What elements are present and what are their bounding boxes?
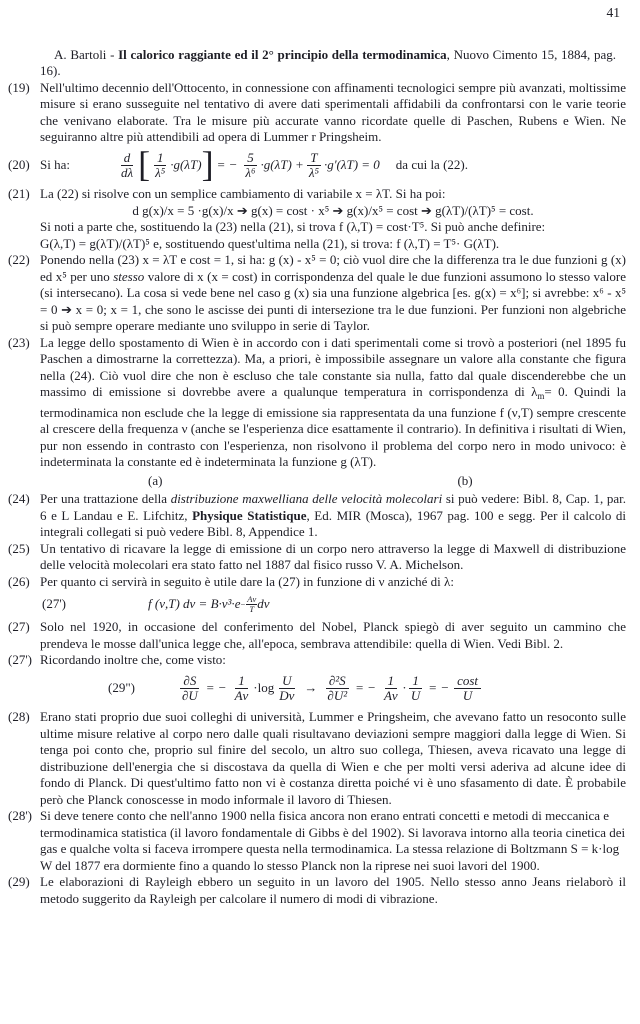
note-21-line-3: Si noti a parte che, sostituendo la (23) nella (21), si trova f (λ,T) = cost·T⁵. Si può anche definire: xyxy=(40,219,546,235)
note-22-text-1: Ponendo nella (23) x = λT e cost = 1, si ha: g (x) - x⁵ = 0; ciò vuol dire che la differenza tra le due funzioni g (x) ed x⁵ per uno xyxy=(40,252,626,284)
frac-den: dλ xyxy=(120,164,134,180)
note-23-text-2: = 0. Quindi la termodinamica non esclude che la legge di emissione sia rappresentata da una funzione f (ν,T) sempre crescente al crescere della frequenza ν (anche se l'esperienza dice esattamente il contrario). In definitiva i risultati di Wien, pur non essendo in contrasto con l'esperienza, non risolvono il problema del corpo nero in modo univoco: è indeterminata la constante ed è indeterminata la funzione g (λT). xyxy=(40,384,626,470)
note-29 xyxy=(8,874,626,907)
eq20-tail: da cui la (22). xyxy=(395,157,468,173)
frac-num: 1 xyxy=(154,151,167,166)
note-27prime-text: Ricordando inoltre che, come visto: xyxy=(40,652,226,668)
frac-den: λ⁵ xyxy=(308,164,319,180)
eq20-frac-1-lambda5 xyxy=(152,151,168,181)
eq27-exp-frac xyxy=(246,595,257,613)
eq29-frac-U-Dnu xyxy=(276,674,297,704)
frac-den: λ⁵ xyxy=(155,164,166,180)
note-28-number: (28) xyxy=(8,709,30,725)
eq29-frac-1-Anu-2 xyxy=(381,674,401,704)
note-28 xyxy=(8,709,626,808)
note-23 xyxy=(8,335,626,471)
note-27-number: (27) xyxy=(8,619,30,635)
bibliography-paragraph xyxy=(40,47,616,80)
eq27-lhs: f (ν,T) dν = B·ν³· xyxy=(148,595,235,611)
frac-num: ∂²S xyxy=(326,674,349,689)
eq20-term-2: ·g(λT) + xyxy=(260,157,304,173)
frac-den: Aν xyxy=(234,687,249,703)
equation-29second xyxy=(177,674,483,704)
frac-num: ∂S xyxy=(180,674,199,689)
note-22-number: (22) xyxy=(8,252,30,268)
eq20-equals: = − xyxy=(216,157,238,173)
note-25 xyxy=(8,541,626,574)
bib-suffix: , Nuovo Cimento 15, 1884, pag. 16). xyxy=(40,46,617,78)
equation-20: $\frac{d}{d\lambda}$ [ $\frac{1}{\text{λ⁵}}$ ·g(λT) ] = − $\frac{5}{\text{λ⁶}}$ ·g(λT) + $\frac{T}{\text{λ⁵}}$ ·g'(λT) = 0 xyxy=(116,151,380,181)
frac-num: cost xyxy=(454,674,481,689)
note-27prime xyxy=(8,652,626,669)
note-21-text: La (22) si risolve con un semplice cambiamento di variabile x = λT. Si ha poi: xyxy=(40,186,446,202)
frac-den: U xyxy=(410,687,421,703)
note-28prime-number: (28') xyxy=(8,808,33,824)
eq29-s1: = − xyxy=(205,680,227,696)
column-labels-row xyxy=(8,471,630,492)
frac-den: Aν xyxy=(383,687,398,703)
eq29-s4: = − xyxy=(355,680,376,696)
eq29-label: (29") xyxy=(108,680,135,696)
label-b: (b) xyxy=(457,472,473,488)
note-23-text-1: La legge dello spostamento di Wien è in accordo con i dati sperimentali come si trovò a posteriori (nel 1895 fu Paschen a dimostrarne la correttezza). Ma, a priori, è impossibile assegnare un valore alla constante che figura nella (24). Ciò vuol dire che non è escluso che tale constante sia nulla, fatto dal quale discenderebbe che un massimo di emissione si dovrebbe avere a qualunque temperatura in corrispondenza di λ xyxy=(40,334,626,400)
note-26 xyxy=(8,574,626,591)
note-27 xyxy=(8,619,626,652)
eq29-frac-1-Anu xyxy=(232,674,252,704)
eq20-term-1: ·g(λT) xyxy=(170,157,202,173)
eq27-label: (27') xyxy=(42,595,67,611)
note-27prime-equation-row xyxy=(8,590,630,619)
note-24-bold: Physique Statistique xyxy=(192,507,307,523)
eq27-exp-minus: − xyxy=(240,598,246,609)
bib-title: Il calorico raggiante ed il 2° principio della termodinamica xyxy=(118,46,447,62)
eq29-s5: · xyxy=(402,680,406,696)
note-20-lead: Si ha: xyxy=(40,157,70,173)
frac-den: λ⁶ xyxy=(245,164,256,180)
eq20-term-3: ·g'(λT) = 0 xyxy=(323,157,380,173)
label-a: (a) xyxy=(148,472,163,488)
note-26-text: Per quanto ci servirà in seguito è utile dare la (27) in funzione di ν anziché di λ: xyxy=(40,573,454,589)
note-29second-equation-row xyxy=(8,669,630,710)
eq29-frac-dS-dU xyxy=(179,674,201,704)
note-28prime-text: Si deve tenere conto che nell'anno 1900 nella fisica ancora non erano entrati concetti e metodi di meccanica e termodinamica statistica (il lavoro fondamentale di Gibbs è del 1902). Si lavorava intorno alla teoria cinetica dei gas e qualche volta si faceva irrompere questa nella termodinamica. La stessa relazione di Boltzmann S = k·log W del 1877 era dormiente fino a quando lo stesso Planck non la riprese nei suoi lavori del 1900. xyxy=(40,808,626,873)
frac-num: 1 xyxy=(385,674,398,689)
note-22-italic: stesso xyxy=(113,268,145,284)
frac-num: d xyxy=(121,151,134,166)
frac-den: ∂U² xyxy=(327,687,348,703)
note-24-text-1: Per una trattazione della xyxy=(40,491,171,507)
note-23-number: (23) xyxy=(8,334,30,350)
note-24-text-2: si può vedere: Bibl. 8, Cap. 1, par. 6 e L Landau e E. Lifchitz, xyxy=(40,491,626,523)
frac-num: U xyxy=(279,674,294,689)
note-27prime-number: (27') xyxy=(8,652,33,668)
eq27-exponent xyxy=(240,595,257,613)
frac-num: 1 xyxy=(235,674,248,689)
note-22 xyxy=(8,252,626,335)
note-24 xyxy=(8,491,626,541)
equation-27prime xyxy=(148,595,270,613)
frac-den: T xyxy=(249,603,255,614)
eq20-frac-T-lambda5 xyxy=(306,151,322,181)
frac-num: Aν xyxy=(247,594,257,605)
eq29-arrow: → xyxy=(304,680,318,696)
eq27-rhs: dν xyxy=(257,595,270,611)
eq29-s2: ·log xyxy=(253,680,275,696)
note-29-number: (29) xyxy=(8,874,30,890)
note-29-text: Le elaborazioni di Rayleigh ebbero un seguito in un lavoro del 1905. Nello stesso anno Jeans rielaborò il metodo suggerito da Rayleigh per calcolare il numero di modi di vibrazione. xyxy=(40,874,626,906)
eq29-frac-cost-U xyxy=(454,674,481,704)
note-21-number: (21) xyxy=(8,186,30,202)
note-20-number: (20) xyxy=(8,157,30,173)
eq27-e: e xyxy=(234,595,241,611)
eq29-s6: = − xyxy=(428,680,450,696)
note-24-text-3: , Ed. MIR (Mosca), 1967 pag. 100 e segg. Per il calcolo di integrali collegati si può vedere Bibl. 8, Appendice 1. xyxy=(40,507,626,540)
note-19-text: Nell'ultimo decennio dell'Ottocento, in connessione con affinamenti tecnologici sempre più avanzati, moltissime misure si erano susseguite nel tentativo di avere dati sperimentali affidabili da confrontarsi con le varie teorie che venivano elaborate. Tra le misure più accurate vanno ricordate quelle di Paschen, Rubens e Wien. Ne seguiranno altre più attendibili ad opera di Lummer r Pringsheim. xyxy=(40,79,626,144)
note-21 xyxy=(8,186,626,252)
note-24-number: (24) xyxy=(8,491,30,507)
frac-den: ∂U xyxy=(181,687,198,703)
frac-num: T xyxy=(307,151,320,166)
frac-den: Dν xyxy=(279,687,295,703)
note-25-text: Un tentativo di ricavare la legge di emissione di un corpo nero attraverso la legge di Maxwell di distribuzione delle velocità molecolari era stato fatto nel 1887 dal fisico russo V. A. Michelson. xyxy=(40,540,626,573)
eq29-frac-1-U xyxy=(408,674,423,704)
note-24-italic: distribuzione maxwelliana delle velocità molecolari xyxy=(170,491,443,507)
eq20-frac-d-dlambda xyxy=(118,151,136,181)
note-21-line-1 xyxy=(8,186,626,203)
eq20-frac-5-lambda6 xyxy=(242,151,258,181)
note-28prime xyxy=(8,808,626,874)
eq29-frac-d2S-dU2 xyxy=(324,674,350,704)
note-20-equation-row xyxy=(8,146,630,187)
note-27-text: Solo nel 1920, in occasione del conferimento del Nobel, Planck spiegò di aver seguito un cammino che prendeva le mosse dall'unica legge che, all'epoca, sembrava attendibile: quella di Wien. Vedi Bibl. 2. xyxy=(40,619,626,651)
bib-prefix: A. Bartoli - xyxy=(54,46,119,62)
note-26-number: (26) xyxy=(8,573,30,589)
frac-num: 1 xyxy=(409,674,422,689)
note-25-number: (25) xyxy=(8,540,30,556)
frac-num: 5 xyxy=(244,151,257,166)
note-28-text: Erano stati proprio due suoi colleghi di università, Lummer e Pringsheim, che avevano fatto un resoconto sulle ultime misure relative al corpo nero dalle quali risultavano deviazioni sempre maggiori dalla legge di Wien. Si tenga poi conto che, proprio sul finire del secolo, un altro suo collega, Thiesen, aveva ricavato una legge di distribuzione dell'energia che si discostava da quella di Wien e che per molti versi aderiva ad alcune idee di fondo di Planck. Di quest'ultimo fatto non vi è costanza diretta poiché vi è uno sfasamento di date. È probabile però che Planck conoscesse in modo informale il lavoro di Thiesen. xyxy=(40,709,626,807)
note-19 xyxy=(8,80,626,146)
note-23-subscript: m xyxy=(537,391,545,402)
note-21-line-4: G(λ,T) = g(λT)/(λT)⁵ e, sostituendo quest'ultima nella (21), si trova: f (λ,T) = T⁵· G(λT). xyxy=(40,235,500,251)
note-22-text-2: valore di x (x = cost) in corrispondenza del quale le due funzioni assumono lo stesso valore (si intersecano). La cosa si vede bene nel caso g (x) sia una funzione algebrica [es. g(x) = x⁶]; si avrebbe: x⁶ - x⁵ = 0 ➔ x = 0; x = 1, che sono le ascisse dei punti di intersezione tra le due funzioni. Per funzioni non algebriche si può sempre operare mediante uno sviluppo in serie di Taylor. xyxy=(40,268,626,334)
note-19-number: (19) xyxy=(8,79,30,95)
note-21-equation-line: d g(x)/x = 5 ·g(x)/x ➔ g(x) = cost · x⁵ ➔ g(x)/x⁵ = cost ➔ g(λT)/(λT)⁵ = cost. xyxy=(132,202,534,218)
frac-den: U xyxy=(462,687,473,703)
page-number: 41 xyxy=(606,5,620,20)
